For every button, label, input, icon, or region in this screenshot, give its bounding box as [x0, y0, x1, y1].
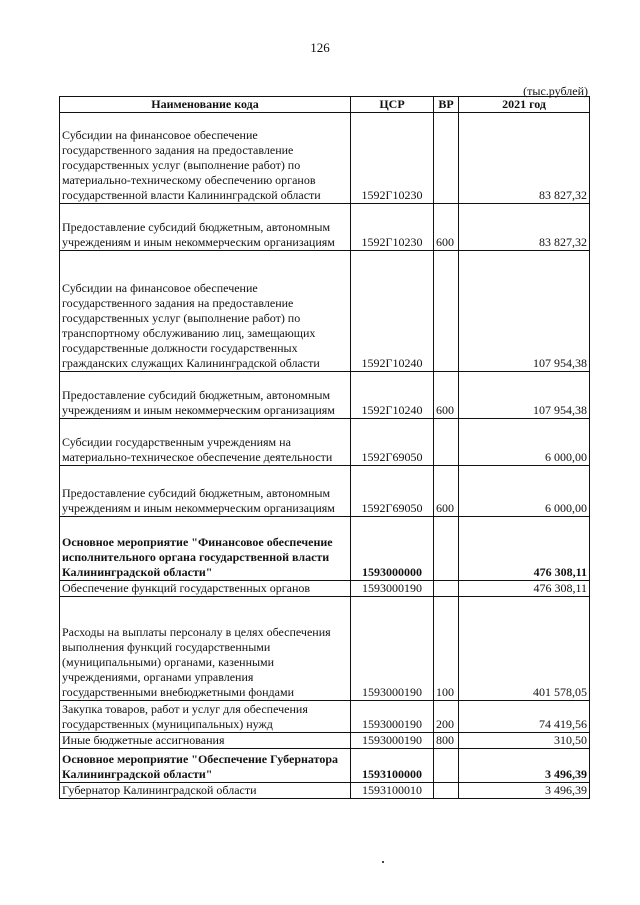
- table-row: [60, 372, 590, 419]
- scan-mark: [382, 861, 384, 863]
- row-amount: 83 827,32: [459, 204, 590, 251]
- row-name: Предоставление субсидий бюджетным, автономным учреждениям и иным некоммерческим организациям: [60, 372, 351, 419]
- table-row: [60, 581, 590, 597]
- row-amount: 401 578,05: [459, 597, 590, 701]
- row-amount: 476 308,11: [459, 581, 590, 597]
- row-name: Обеспечение функций государственных органов: [60, 581, 351, 597]
- table-row: [60, 597, 590, 701]
- row-csr: 1593100010: [351, 783, 434, 799]
- row-csr: 1593100000: [351, 749, 434, 783]
- budget-table-body: [60, 113, 590, 799]
- row-vr: [434, 783, 459, 799]
- row-amount: 6 000,00: [459, 419, 590, 466]
- table-header-row: [60, 97, 590, 113]
- row-vr: 600: [434, 372, 459, 419]
- row-amount: 310,50: [459, 733, 590, 749]
- row-vr: 600: [434, 466, 459, 517]
- row-vr: 200: [434, 701, 459, 733]
- row-name: Субсидии на финансовое обеспечение государственного задания на предоставление государственных услуг (выполнение работ) по транспортному обслуживанию лиц, замещающих государственные должности государственных гражданских служащих Калининградской области: [60, 251, 351, 372]
- row-vr: [434, 419, 459, 466]
- table-row: [60, 783, 590, 799]
- table-row: [60, 749, 590, 783]
- header-amount: 2021 год: [459, 97, 590, 113]
- row-amount: 476 308,11: [459, 517, 590, 581]
- row-vr: [434, 251, 459, 372]
- row-vr: [434, 517, 459, 581]
- row-vr: [434, 113, 459, 204]
- row-csr: 1592Г10230: [351, 113, 434, 204]
- row-csr: 1593000190: [351, 733, 434, 749]
- row-csr: 1592Г69050: [351, 419, 434, 466]
- row-vr: [434, 749, 459, 783]
- budget-table: [59, 96, 590, 799]
- row-name: Основное мероприятие "Финансовое обеспечение исполнительного органа государственной власти Калининградской области": [60, 517, 351, 581]
- page-number: 126: [310, 40, 330, 55]
- units-label: (тыс.рублей): [523, 84, 588, 98]
- row-csr: 1592Г10240: [351, 251, 434, 372]
- table-row: [60, 701, 590, 733]
- row-amount: 3 496,39: [459, 749, 590, 783]
- row-name: Субсидии на финансовое обеспечение государственного задания на предоставление государственных услуг (выполнение работ) по материально-техническому обеспечению органов государственной власти Калининградской области: [60, 113, 351, 204]
- header-vr: ВР: [434, 97, 459, 113]
- row-name: Субсидии государственным учреждениям на материально-техническое обеспечение деятельности: [60, 419, 351, 466]
- row-amount: 3 496,39: [459, 783, 590, 799]
- row-name: Основное мероприятие "Обеспечение Губернатора Калининградской области": [60, 749, 351, 783]
- row-vr: 100: [434, 597, 459, 701]
- row-csr: 1592Г10240: [351, 372, 434, 419]
- table-row: [60, 113, 590, 204]
- row-name: Расходы на выплаты персоналу в целях обеспечения выполнения функций государственными (муниципальными) органами, казенными учреждениями, органами управления государственными внебюджетными фондами: [60, 597, 351, 701]
- row-name: Предоставление субсидий бюджетным, автономным учреждениям и иным некоммерческим организациям: [60, 204, 351, 251]
- header-name: Наименование кода: [60, 97, 351, 113]
- row-csr: 1593000000: [351, 517, 434, 581]
- row-vr: 600: [434, 204, 459, 251]
- row-name: Губернатор Калининградской области: [60, 783, 351, 799]
- table-row: [60, 466, 590, 517]
- row-name: Предоставление субсидий бюджетным, автономным учреждениям и иным некоммерческим организациям: [60, 466, 351, 517]
- row-amount: 83 827,32: [459, 113, 590, 204]
- row-csr: 1592Г69050: [351, 466, 434, 517]
- row-vr: [434, 581, 459, 597]
- row-amount: 74 419,56: [459, 701, 590, 733]
- table-row: [60, 733, 590, 749]
- table-row: [60, 419, 590, 466]
- row-name: Закупка товаров, работ и услуг для обеспечения государственных (муниципальных) нужд: [60, 701, 351, 733]
- row-amount: 107 954,38: [459, 372, 590, 419]
- row-amount: 107 954,38: [459, 251, 590, 372]
- table-row: [60, 517, 590, 581]
- table-row: [60, 251, 590, 372]
- header-csr: ЦСР: [351, 97, 434, 113]
- row-csr: 1593000190: [351, 581, 434, 597]
- row-vr: 800: [434, 733, 459, 749]
- row-csr: 1593000190: [351, 701, 434, 733]
- row-csr: 1593000190: [351, 597, 434, 701]
- row-amount: 6 000,00: [459, 466, 590, 517]
- table-row: [60, 204, 590, 251]
- row-csr: 1592Г10230: [351, 204, 434, 251]
- row-name: Иные бюджетные ассигнования: [60, 733, 351, 749]
